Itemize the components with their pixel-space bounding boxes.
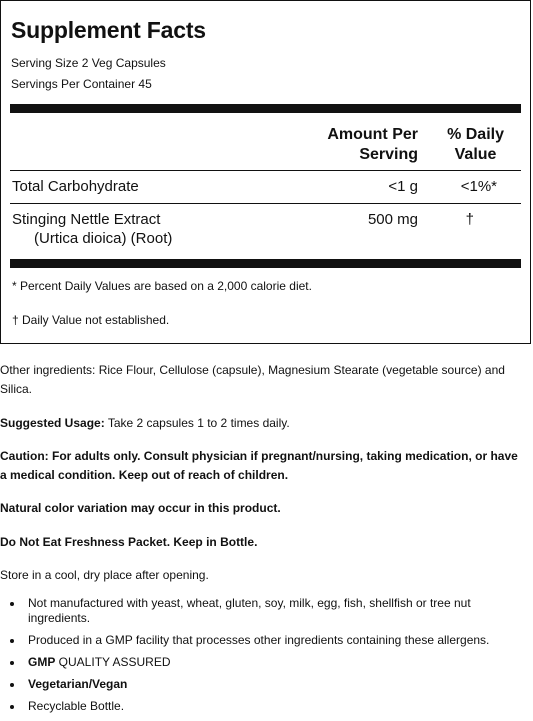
thick-divider-bottom: [10, 259, 521, 268]
row-name: Stinging Nettle Extract: [12, 211, 161, 228]
feature-list: [0, 596, 527, 721]
col-header-amount-line2: Serving: [359, 146, 418, 163]
list-item: [0, 677, 527, 692]
color-variation-note: Natural color variation may occur in this product.: [0, 501, 281, 515]
row-daily-value: <1%*: [460, 178, 497, 195]
usage-label: Suggested Usage:: [0, 416, 105, 430]
divider-row: [10, 203, 521, 204]
bullet-icon: [10, 639, 14, 643]
list-item-text: Produced in a GMP facility that processes other ingredients containing these allergens.: [28, 633, 490, 647]
col-header-dv-line1: % Daily: [447, 126, 504, 143]
suggested-usage: [0, 414, 527, 433]
list-item: [0, 633, 527, 648]
list-item-bold: GMP: [28, 655, 56, 669]
list-item: [0, 596, 527, 626]
thick-divider-top: [10, 104, 521, 113]
freshness-note: Do Not Eat Freshness Packet. Keep in Bottle.: [0, 535, 258, 549]
list-item: [0, 655, 527, 670]
divider-header: [10, 170, 521, 171]
col-header-amount-line1: Amount Per: [327, 126, 418, 143]
list-item: [0, 699, 527, 714]
supplement-facts-panel: [0, 0, 531, 344]
serving-size: Serving Size 2 Veg Capsules: [11, 56, 166, 70]
col-header-dv-line2: Value: [454, 146, 497, 163]
list-item-text: Recyclable Bottle.: [28, 699, 125, 713]
other-ingredients: Other ingredients: Rice Flour, Cellulose (capsule), Magnesium Stearate (vegetable source) and Silica.: [0, 363, 505, 396]
storage-note: Store in a cool, dry place after opening.: [0, 568, 209, 582]
row-amount: 500 mg: [367, 211, 418, 228]
row-daily-value: †: [465, 211, 474, 228]
servings-per-container: Servings Per Container 45: [11, 77, 152, 91]
bullet-icon: [10, 705, 14, 709]
col-header-daily-value: [447, 125, 504, 165]
footnote-percent: * Percent Daily Values are based on a 2,000 calorie diet.: [12, 279, 312, 293]
usage-text: Take 2 capsules 1 to 2 times daily.: [104, 416, 290, 430]
list-item-text: QUALITY ASSURED: [55, 655, 171, 669]
row-amount: <1 g: [388, 178, 418, 195]
list-item-text: Vegetarian/Vegan: [28, 677, 128, 691]
bullet-icon: [10, 661, 14, 665]
caution-text: Caution: For adults only. Consult physician if pregnant/nursing, taking medication, or have a medical condition. Keep out of reach of children.: [0, 449, 518, 482]
footnote-dagger: † Daily Value not established.: [12, 313, 170, 327]
row-name: Total Carbohydrate: [12, 178, 139, 195]
bullet-icon: [10, 683, 14, 687]
list-item-text: Not manufactured with yeast, wheat, gluten, soy, milk, egg, fish, shellfish or tree nut ingredients.: [28, 596, 471, 625]
facts-title: Supplement Facts: [11, 17, 206, 43]
bullet-icon: [10, 602, 14, 606]
row-subname: (Urtica dioica) (Root): [34, 230, 173, 247]
col-header-amount: [327, 125, 418, 165]
